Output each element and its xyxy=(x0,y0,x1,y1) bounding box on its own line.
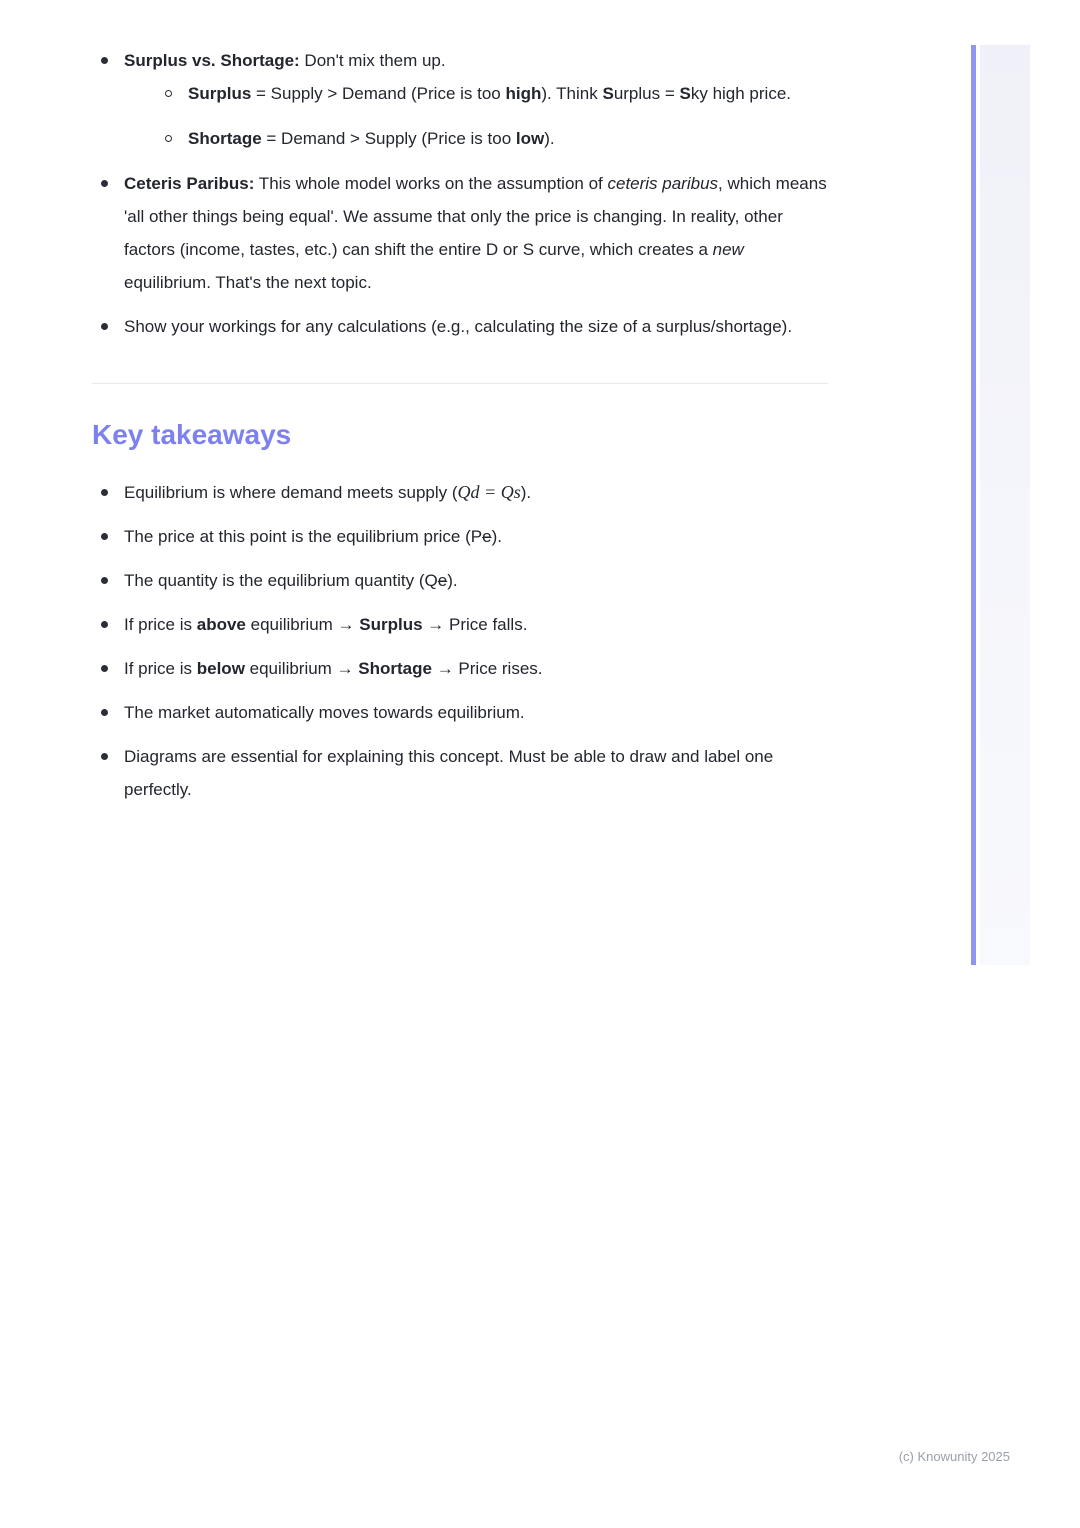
text-segment: Surplus xyxy=(359,615,423,634)
bullet-text xyxy=(124,747,773,799)
text-segment: → Price rises. xyxy=(431,659,543,678)
text-segment: equilibrium → xyxy=(244,659,359,678)
document-content xyxy=(92,44,832,806)
bullet-text xyxy=(124,659,543,678)
dot-bullet-marker xyxy=(101,665,108,672)
key-takeaways-list xyxy=(92,476,832,806)
bullet-item xyxy=(92,652,832,685)
circle-bullet-marker xyxy=(165,135,172,142)
text-segment: This whole model works on the assumption of xyxy=(254,174,608,193)
bullet-text xyxy=(188,84,791,103)
key-takeaways-heading: Key takeaways xyxy=(92,419,292,450)
text-segment: The price at this point is the equilibrium price (P xyxy=(124,527,483,546)
text-segment: e xyxy=(437,571,448,590)
text-segment: = Demand > Supply (Price is too xyxy=(261,129,516,148)
text-segment: Ceteris Paribus: xyxy=(124,174,255,193)
dot-bullet-marker xyxy=(101,57,108,64)
scrollbar-track[interactable] xyxy=(980,45,1030,965)
exam-tips-list xyxy=(92,44,832,343)
bullet-item xyxy=(92,167,832,299)
sub-bullet-item xyxy=(156,122,832,155)
text-segment: ). xyxy=(544,129,555,148)
bullet-text xyxy=(124,174,827,292)
bullet-text xyxy=(124,483,531,502)
sub-bullet-item xyxy=(156,77,832,110)
bullet-item xyxy=(92,696,832,729)
section-divider xyxy=(92,383,828,384)
text-segment: = Supply > Demand (Price is too xyxy=(251,84,506,103)
text-segment: below xyxy=(196,659,245,678)
dot-bullet-marker xyxy=(101,180,108,187)
bullet-text xyxy=(124,703,525,722)
text-segment: Equilibrium is where demand meets supply ( xyxy=(124,483,458,502)
text-segment: Shortage xyxy=(358,659,432,678)
text-segment: ). Think xyxy=(541,84,603,103)
bullet-item xyxy=(92,520,832,553)
text-segment: above xyxy=(196,615,246,634)
dot-bullet-marker xyxy=(101,489,108,496)
dot-bullet-marker xyxy=(101,577,108,584)
dot-bullet-marker xyxy=(101,323,108,330)
dot-bullet-marker xyxy=(101,533,108,540)
scroll-progress-bar xyxy=(971,45,976,965)
text-segment: If price is xyxy=(124,615,197,634)
text-segment: , which means 'all other things being equal'. We assume that only the price is changing. In reality, other factors (income, tastes, etc.) can shift the entire D or S curve, which creates a xyxy=(124,174,827,259)
dot-bullet-marker xyxy=(101,709,108,716)
text-segment: Qd = Qs xyxy=(457,482,521,502)
text-segment: urplus = xyxy=(613,84,680,103)
text-segment: ceteris paribus xyxy=(607,174,719,193)
text-segment: Surplus xyxy=(188,84,252,103)
circle-bullet-marker xyxy=(165,90,172,97)
text-segment: Diagrams are essential for explaining this concept. Must be able to draw and label one perfectly. xyxy=(124,747,774,799)
text-segment: equilibrium → xyxy=(245,615,360,634)
text-segment: ). xyxy=(491,527,502,546)
text-segment: e xyxy=(482,527,492,546)
text-segment: ). xyxy=(447,571,458,590)
text-segment: If price is xyxy=(124,659,197,678)
text-segment: S xyxy=(602,84,614,103)
text-segment: Surplus vs. Shortage: xyxy=(124,51,300,70)
text-segment: Shortage xyxy=(188,129,262,148)
bullet-item xyxy=(92,476,832,509)
text-segment: The market automatically moves towards equilibrium. xyxy=(124,703,525,722)
dot-bullet-marker xyxy=(101,753,108,760)
bullet-text xyxy=(188,129,555,148)
bullet-item xyxy=(92,608,832,641)
text-segment: → Price falls. xyxy=(422,615,528,634)
bullet-text xyxy=(124,317,792,336)
text-segment: The quantity is the equilibrium quantity (Q xyxy=(124,571,438,590)
text-segment: Don't mix them up. xyxy=(299,51,446,70)
bullet-item xyxy=(92,740,832,806)
text-segment: high xyxy=(505,84,542,103)
text-segment: equilibrium. That's the next topic. xyxy=(124,273,372,292)
text-segment: ). xyxy=(520,483,532,502)
copyright-footer: (c) Knowunity 2025 xyxy=(898,1449,1010,1464)
text-segment: S xyxy=(679,84,691,103)
bullet-item xyxy=(92,44,832,155)
text-segment: ky high price. xyxy=(690,84,792,103)
bullet-text xyxy=(124,571,458,590)
bullet-text xyxy=(124,615,527,634)
bullet-text xyxy=(124,527,502,546)
sub-bullet-list xyxy=(156,77,832,155)
bullet-item xyxy=(92,310,832,343)
text-segment: Show your workings for any calculations (e.g., calculating the size of a surplus/shortage). xyxy=(124,317,793,336)
dot-bullet-marker xyxy=(101,621,108,628)
text-segment: low xyxy=(515,129,545,148)
bullet-item xyxy=(92,564,832,597)
text-segment: new xyxy=(712,240,744,259)
bullet-text xyxy=(124,51,446,70)
